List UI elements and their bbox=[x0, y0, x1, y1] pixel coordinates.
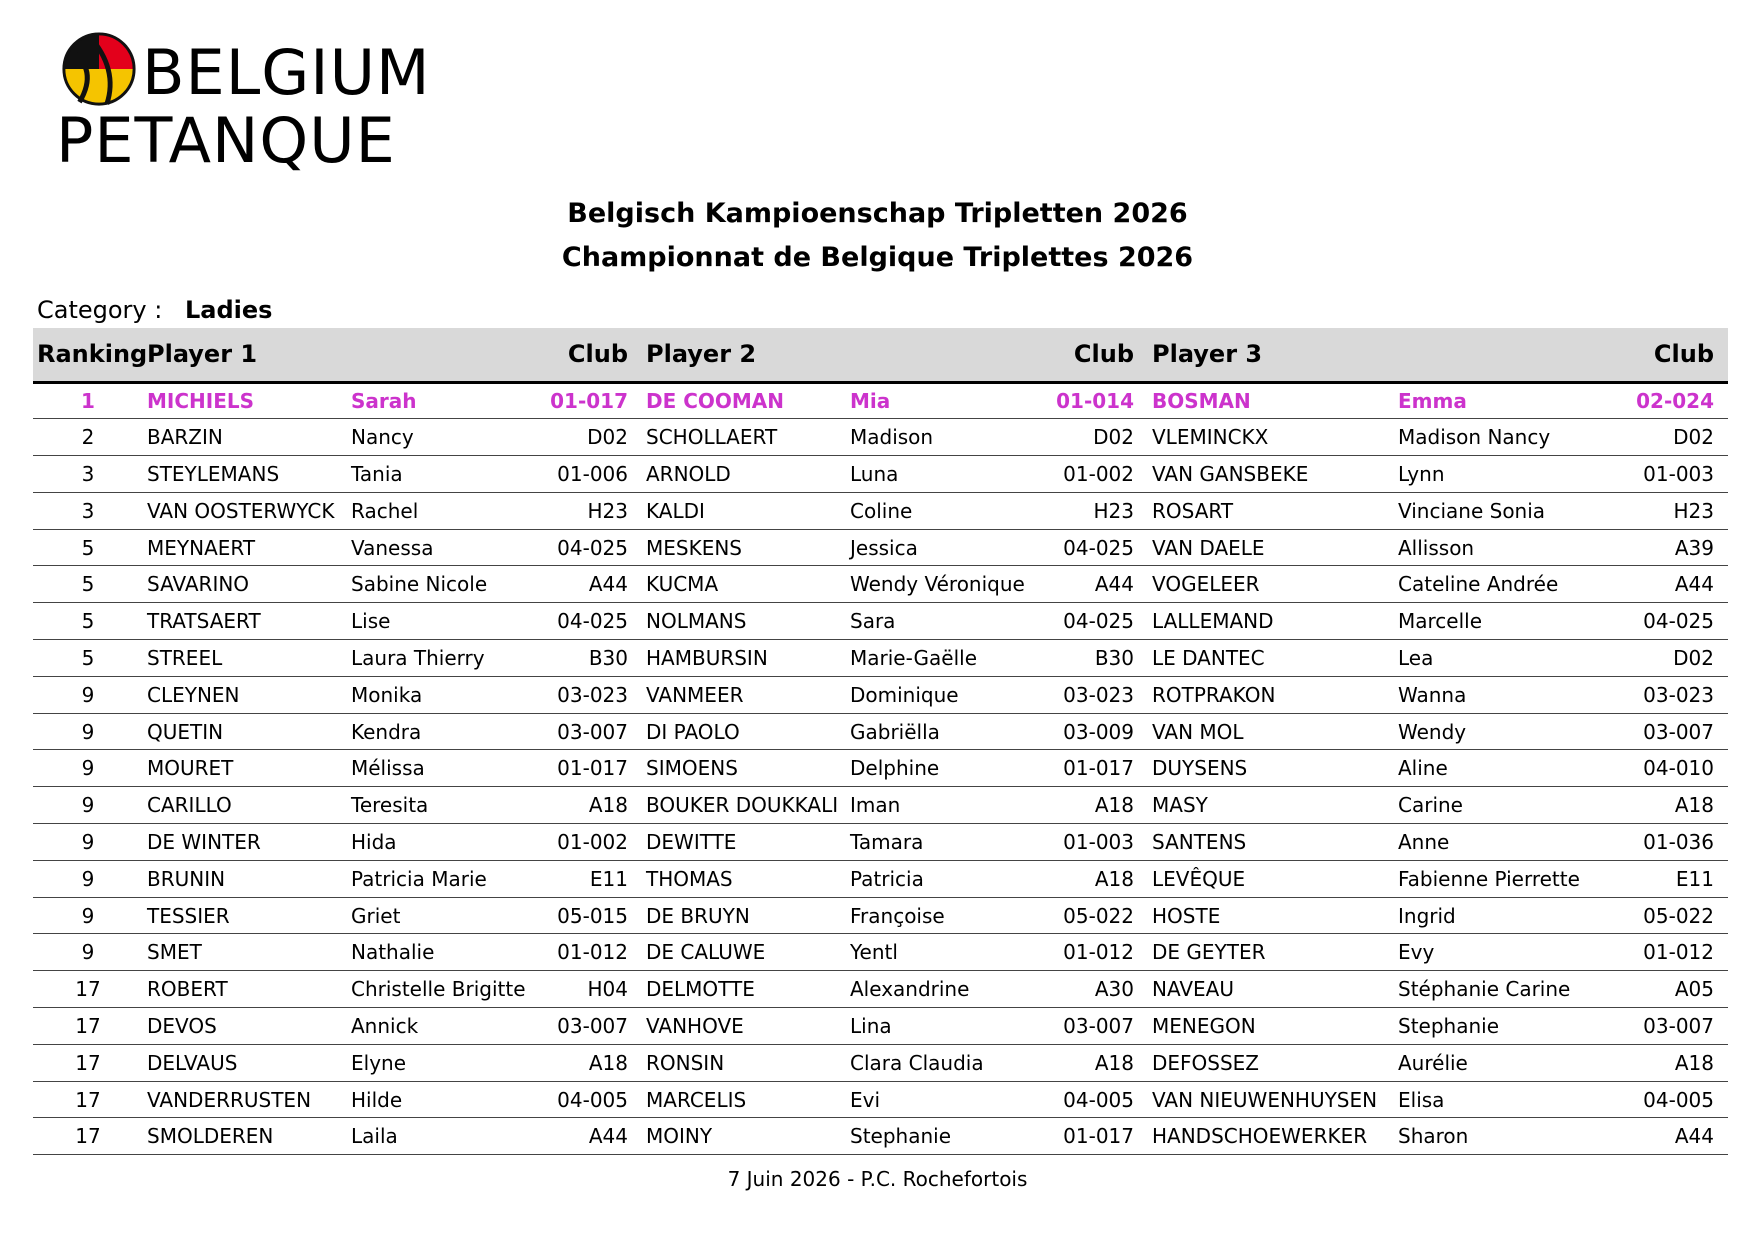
cell-player3-firstname: Cateline Andrée bbox=[1394, 566, 1584, 603]
cell-player2-firstname: Patricia bbox=[846, 860, 1034, 897]
cell-player3-lastname: DEFOSSEZ bbox=[1148, 1044, 1394, 1081]
cell-player2-club: D02 bbox=[1034, 419, 1148, 456]
cell-player2-lastname: THOMAS bbox=[642, 860, 846, 897]
cell-player3-firstname: Stephanie bbox=[1394, 1008, 1584, 1045]
cell-player3-firstname: Wendy bbox=[1394, 713, 1584, 750]
cell-player2-firstname: Dominique bbox=[846, 676, 1034, 713]
cell-player2-lastname: SIMOENS bbox=[642, 750, 846, 787]
cell-player3-club: D02 bbox=[1584, 419, 1728, 456]
cell-player2-club: 04-025 bbox=[1034, 529, 1148, 566]
table-row bbox=[33, 824, 1728, 861]
cell-player1-firstname: Nathalie bbox=[347, 934, 535, 971]
cell-player1-firstname: Vanessa bbox=[347, 529, 535, 566]
table-row bbox=[33, 382, 1728, 419]
cell-player2-club: B30 bbox=[1034, 640, 1148, 677]
cell-player3-firstname: Stéphanie Carine bbox=[1394, 971, 1584, 1008]
table-row bbox=[33, 419, 1728, 456]
cell-player3-lastname: DE GEYTER bbox=[1148, 934, 1394, 971]
cell-player2-club: 03-007 bbox=[1034, 1008, 1148, 1045]
logo-text-petanque: PETANQUE bbox=[56, 104, 396, 177]
cell-player3-firstname: Sharon bbox=[1394, 1118, 1584, 1155]
cell-player2-lastname: HAMBURSIN bbox=[642, 640, 846, 677]
cell-rank: 5 bbox=[33, 566, 143, 603]
cell-player3-club: A18 bbox=[1584, 1044, 1728, 1081]
cell-player1-lastname: MICHIELS bbox=[143, 382, 347, 419]
cell-player1-club: A18 bbox=[535, 787, 642, 824]
cell-rank: 3 bbox=[33, 492, 143, 529]
cell-player1-firstname: Sarah bbox=[347, 382, 535, 419]
cell-player2-club: 01-002 bbox=[1034, 456, 1148, 493]
cell-player3-lastname: ROTPRAKON bbox=[1148, 676, 1394, 713]
cell-player3-lastname: SANTENS bbox=[1148, 824, 1394, 861]
cell-player1-firstname: Hilde bbox=[347, 1081, 535, 1118]
cell-player1-club: 03-007 bbox=[535, 713, 642, 750]
cell-player1-club: H04 bbox=[535, 971, 642, 1008]
cell-player3-lastname: MENEGON bbox=[1148, 1008, 1394, 1045]
cell-player1-lastname: STEYLEMANS bbox=[143, 456, 347, 493]
cell-player2-club: 01-017 bbox=[1034, 750, 1148, 787]
cell-player3-firstname: Wanna bbox=[1394, 676, 1584, 713]
ranking-table bbox=[33, 328, 1728, 1155]
cell-player2-club: 05-022 bbox=[1034, 897, 1148, 934]
cell-rank: 1 bbox=[33, 382, 143, 419]
cell-player1-firstname: Mélissa bbox=[347, 750, 535, 787]
cell-player2-lastname: MOINY bbox=[642, 1118, 846, 1155]
cell-player1-lastname: MOURET bbox=[143, 750, 347, 787]
cell-player2-firstname: Lina bbox=[846, 1008, 1034, 1045]
cell-player3-lastname: ROSART bbox=[1148, 492, 1394, 529]
cell-player3-lastname: LE DANTEC bbox=[1148, 640, 1394, 677]
cell-player3-club: A44 bbox=[1584, 566, 1728, 603]
cell-player1-club: 04-005 bbox=[535, 1081, 642, 1118]
petanque-ball-icon bbox=[60, 30, 138, 108]
cell-player2-club: 01-014 bbox=[1034, 382, 1148, 419]
cell-player3-firstname: Fabienne Pierrette bbox=[1394, 860, 1584, 897]
cell-player3-club: 04-010 bbox=[1584, 750, 1728, 787]
cell-player3-firstname: Lynn bbox=[1394, 456, 1584, 493]
cell-rank: 3 bbox=[33, 456, 143, 493]
cell-player3-lastname: NAVEAU bbox=[1148, 971, 1394, 1008]
cell-player3-club: 02-024 bbox=[1584, 382, 1728, 419]
cell-player1-lastname: CLEYNEN bbox=[143, 676, 347, 713]
cell-player1-firstname: Griet bbox=[347, 897, 535, 934]
cell-player2-firstname: Françoise bbox=[846, 897, 1034, 934]
cell-player2-firstname: Clara Claudia bbox=[846, 1044, 1034, 1081]
cell-player1-lastname: VAN OOSTERWYCK bbox=[143, 492, 347, 529]
cell-player1-club: 01-017 bbox=[535, 382, 642, 419]
cell-rank: 17 bbox=[33, 1008, 143, 1045]
cell-rank: 17 bbox=[33, 1081, 143, 1118]
table-row bbox=[33, 456, 1728, 493]
cell-player2-firstname: Madison bbox=[846, 419, 1034, 456]
cell-rank: 5 bbox=[33, 640, 143, 677]
cell-player1-club: A44 bbox=[535, 1118, 642, 1155]
table-row bbox=[33, 492, 1728, 529]
cell-player3-lastname: LALLEMAND bbox=[1148, 603, 1394, 640]
cell-player1-firstname: Tania bbox=[347, 456, 535, 493]
cell-player3-lastname: HOSTE bbox=[1148, 897, 1394, 934]
title-dutch: Belgisch Kampioenschap Tripletten 2026 bbox=[567, 198, 1188, 229]
cell-player2-club: H23 bbox=[1034, 492, 1148, 529]
cell-player3-firstname: Allisson bbox=[1394, 529, 1584, 566]
cell-player2-firstname: Tamara bbox=[846, 824, 1034, 861]
cell-player2-lastname: ARNOLD bbox=[642, 456, 846, 493]
cell-player1-firstname: Elyne bbox=[347, 1044, 535, 1081]
cell-player3-club: E11 bbox=[1584, 860, 1728, 897]
cell-player1-firstname: Laila bbox=[347, 1118, 535, 1155]
cell-player2-club: A30 bbox=[1034, 971, 1148, 1008]
header-club-2: Club bbox=[1034, 328, 1148, 382]
footer-event-info: 7 Juin 2026 - P.C. Rochefortois bbox=[727, 1167, 1028, 1191]
table-row bbox=[33, 603, 1728, 640]
category-line bbox=[37, 296, 272, 324]
cell-player1-club: 01-012 bbox=[535, 934, 642, 971]
cell-player1-lastname: SMOLDEREN bbox=[143, 1118, 347, 1155]
cell-player1-lastname: VANDERRUSTEN bbox=[143, 1081, 347, 1118]
cell-player3-firstname: Elisa bbox=[1394, 1081, 1584, 1118]
cell-player2-club: 03-023 bbox=[1034, 676, 1148, 713]
cell-player3-lastname: HANDSCHOEWERKER bbox=[1148, 1118, 1394, 1155]
cell-player3-club: 04-005 bbox=[1584, 1081, 1728, 1118]
cell-player1-lastname: SMET bbox=[143, 934, 347, 971]
cell-player2-lastname: KUCMA bbox=[642, 566, 846, 603]
cell-rank: 9 bbox=[33, 934, 143, 971]
cell-player2-firstname: Yentl bbox=[846, 934, 1034, 971]
cell-player1-firstname: Lise bbox=[347, 603, 535, 640]
cell-player2-firstname: Sara bbox=[846, 603, 1034, 640]
cell-player1-club: H23 bbox=[535, 492, 642, 529]
cell-player2-lastname: BOUKER DOUKKALI bbox=[642, 787, 846, 824]
cell-player3-club: 03-007 bbox=[1584, 1008, 1728, 1045]
cell-rank: 9 bbox=[33, 897, 143, 934]
cell-player2-firstname: Luna bbox=[846, 456, 1034, 493]
table-row bbox=[33, 1118, 1728, 1155]
cell-player2-lastname: DEWITTE bbox=[642, 824, 846, 861]
table-row bbox=[33, 566, 1728, 603]
table-row bbox=[33, 971, 1728, 1008]
cell-rank: 9 bbox=[33, 860, 143, 897]
cell-player1-firstname: Christelle Brigitte bbox=[347, 971, 535, 1008]
header-player-3: Player 3 bbox=[1148, 328, 1584, 382]
cell-player3-club: 05-022 bbox=[1584, 897, 1728, 934]
cell-player1-lastname: QUETIN bbox=[143, 713, 347, 750]
cell-player1-club: 03-023 bbox=[535, 676, 642, 713]
cell-player3-lastname: LEVÊQUE bbox=[1148, 860, 1394, 897]
cell-rank: 5 bbox=[33, 603, 143, 640]
cell-rank: 9 bbox=[33, 676, 143, 713]
cell-player1-club: 01-017 bbox=[535, 750, 642, 787]
cell-player3-lastname: BOSMAN bbox=[1148, 382, 1394, 419]
cell-player1-lastname: BARZIN bbox=[143, 419, 347, 456]
header-club-1: Club bbox=[535, 328, 642, 382]
cell-rank: 9 bbox=[33, 713, 143, 750]
cell-rank: 9 bbox=[33, 824, 143, 861]
cell-player2-firstname: Iman bbox=[846, 787, 1034, 824]
cell-player2-club: A44 bbox=[1034, 566, 1148, 603]
cell-player2-firstname: Gabriëlla bbox=[846, 713, 1034, 750]
cell-player1-firstname: Sabine Nicole bbox=[347, 566, 535, 603]
table-row bbox=[33, 640, 1728, 677]
logo-text-belgium: BELGIUM bbox=[142, 36, 431, 109]
cell-player2-firstname: Alexandrine bbox=[846, 971, 1034, 1008]
cell-player2-firstname: Jessica bbox=[846, 529, 1034, 566]
cell-player3-lastname: VAN GANSBEKE bbox=[1148, 456, 1394, 493]
cell-player2-lastname: DE CALUWE bbox=[642, 934, 846, 971]
category-value: Ladies bbox=[185, 296, 273, 324]
cell-player1-club: 03-007 bbox=[535, 1008, 642, 1045]
cell-player1-firstname: Kendra bbox=[347, 713, 535, 750]
cell-player1-lastname: BRUNIN bbox=[143, 860, 347, 897]
cell-player3-club: 03-007 bbox=[1584, 713, 1728, 750]
cell-rank: 9 bbox=[33, 787, 143, 824]
cell-player2-lastname: MESKENS bbox=[642, 529, 846, 566]
cell-rank: 5 bbox=[33, 529, 143, 566]
cell-player1-lastname: DEVOS bbox=[143, 1008, 347, 1045]
cell-player3-club: 01-012 bbox=[1584, 934, 1728, 971]
cell-player3-firstname: Carine bbox=[1394, 787, 1584, 824]
cell-player1-lastname: DE WINTER bbox=[143, 824, 347, 861]
table-row bbox=[33, 1008, 1728, 1045]
cell-player3-club: 01-036 bbox=[1584, 824, 1728, 861]
cell-player2-firstname: Mia bbox=[846, 382, 1034, 419]
table-row bbox=[33, 713, 1728, 750]
cell-player3-lastname: VAN NIEUWENHUYSEN bbox=[1148, 1081, 1394, 1118]
cell-player1-firstname: Teresita bbox=[347, 787, 535, 824]
cell-player2-firstname: Evi bbox=[846, 1081, 1034, 1118]
cell-player2-lastname: DE BRUYN bbox=[642, 897, 846, 934]
cell-player1-lastname: TRATSAERT bbox=[143, 603, 347, 640]
cell-player3-club: A18 bbox=[1584, 787, 1728, 824]
cell-player1-lastname: CARILLO bbox=[143, 787, 347, 824]
cell-player2-lastname: NOLMANS bbox=[642, 603, 846, 640]
category-label: Category : bbox=[37, 296, 163, 324]
cell-player2-lastname: VANMEER bbox=[642, 676, 846, 713]
cell-player1-club: D02 bbox=[535, 419, 642, 456]
cell-player3-club: 03-023 bbox=[1584, 676, 1728, 713]
cell-player3-firstname: Ingrid bbox=[1394, 897, 1584, 934]
cell-player2-club: 04-005 bbox=[1034, 1081, 1148, 1118]
cell-player1-lastname: MEYNAERT bbox=[143, 529, 347, 566]
table-row bbox=[33, 529, 1728, 566]
cell-player1-firstname: Patricia Marie bbox=[347, 860, 535, 897]
cell-rank: 17 bbox=[33, 971, 143, 1008]
cell-player2-lastname: SCHOLLAERT bbox=[642, 419, 846, 456]
table-row bbox=[33, 1081, 1728, 1118]
cell-player3-firstname: Anne bbox=[1394, 824, 1584, 861]
header-ranking: Ranking bbox=[33, 328, 143, 382]
cell-player3-club: 04-025 bbox=[1584, 603, 1728, 640]
cell-player3-club: A44 bbox=[1584, 1118, 1728, 1155]
cell-player1-club: B30 bbox=[535, 640, 642, 677]
cell-player2-club: 01-017 bbox=[1034, 1118, 1148, 1155]
cell-player2-firstname: Stephanie bbox=[846, 1118, 1034, 1155]
cell-player3-lastname: VAN DAELE bbox=[1148, 529, 1394, 566]
cell-player3-firstname: Madison Nancy bbox=[1394, 419, 1584, 456]
cell-player1-club: 04-025 bbox=[535, 603, 642, 640]
cell-player3-lastname: VAN MOL bbox=[1148, 713, 1394, 750]
cell-player1-club: A44 bbox=[535, 566, 642, 603]
cell-player1-club: 04-025 bbox=[535, 529, 642, 566]
cell-player3-lastname: DUYSENS bbox=[1148, 750, 1394, 787]
cell-player3-firstname: Vinciane Sonia bbox=[1394, 492, 1584, 529]
cell-player3-club: D02 bbox=[1584, 640, 1728, 677]
cell-player1-firstname: Hida bbox=[347, 824, 535, 861]
table-row bbox=[33, 934, 1728, 971]
cell-player3-firstname: Lea bbox=[1394, 640, 1584, 677]
table-row bbox=[33, 787, 1728, 824]
cell-player1-firstname: Nancy bbox=[347, 419, 535, 456]
cell-player1-lastname: TESSIER bbox=[143, 897, 347, 934]
cell-player3-club: A05 bbox=[1584, 971, 1728, 1008]
cell-player1-lastname: STREEL bbox=[143, 640, 347, 677]
cell-player2-club: A18 bbox=[1034, 1044, 1148, 1081]
cell-player3-firstname: Aline bbox=[1394, 750, 1584, 787]
cell-player2-lastname: KALDI bbox=[642, 492, 846, 529]
cell-player2-lastname: DI PAOLO bbox=[642, 713, 846, 750]
cell-player3-firstname: Emma bbox=[1394, 382, 1584, 419]
cell-player3-club: 01-003 bbox=[1584, 456, 1728, 493]
cell-player2-club: 01-003 bbox=[1034, 824, 1148, 861]
table-header-row bbox=[33, 328, 1728, 382]
cell-player2-firstname: Delphine bbox=[846, 750, 1034, 787]
cell-player2-lastname: MARCELIS bbox=[642, 1081, 846, 1118]
cell-player2-firstname: Marie-Gaëlle bbox=[846, 640, 1034, 677]
table-row bbox=[33, 750, 1728, 787]
cell-player3-firstname: Marcelle bbox=[1394, 603, 1584, 640]
cell-player2-lastname: DELMOTTE bbox=[642, 971, 846, 1008]
cell-player2-club: 04-025 bbox=[1034, 603, 1148, 640]
cell-player1-club: A18 bbox=[535, 1044, 642, 1081]
cell-player1-firstname: Annick bbox=[347, 1008, 535, 1045]
cell-player2-club: 01-012 bbox=[1034, 934, 1148, 971]
table-body bbox=[33, 382, 1728, 1155]
title-french: Championnat de Belgique Triplettes 2026 bbox=[561, 242, 1194, 273]
table-row bbox=[33, 676, 1728, 713]
cell-player2-firstname: Wendy Véronique bbox=[846, 566, 1034, 603]
cell-player2-club: A18 bbox=[1034, 787, 1148, 824]
cell-player2-club: 03-009 bbox=[1034, 713, 1148, 750]
cell-player2-lastname: RONSIN bbox=[642, 1044, 846, 1081]
cell-player1-firstname: Monika bbox=[347, 676, 535, 713]
cell-player2-lastname: DE COOMAN bbox=[642, 382, 846, 419]
cell-player1-lastname: DELVAUS bbox=[143, 1044, 347, 1081]
cell-rank: 9 bbox=[33, 750, 143, 787]
header-player-2: Player 2 bbox=[642, 328, 1034, 382]
cell-player1-firstname: Laura Thierry bbox=[347, 640, 535, 677]
cell-player3-lastname: VLEMINCKX bbox=[1148, 419, 1394, 456]
cell-rank: 17 bbox=[33, 1118, 143, 1155]
cell-player3-firstname: Evy bbox=[1394, 934, 1584, 971]
cell-player1-firstname: Rachel bbox=[347, 492, 535, 529]
table-row bbox=[33, 897, 1728, 934]
header-club-3: Club bbox=[1584, 328, 1728, 382]
cell-player3-club: A39 bbox=[1584, 529, 1728, 566]
cell-player1-club: 01-006 bbox=[535, 456, 642, 493]
cell-player1-club: E11 bbox=[535, 860, 642, 897]
cell-rank: 17 bbox=[33, 1044, 143, 1081]
header-player-1: Player 1 bbox=[143, 328, 535, 382]
cell-player3-firstname: Aurélie bbox=[1394, 1044, 1584, 1081]
cell-player2-firstname: Coline bbox=[846, 492, 1034, 529]
cell-player1-club: 05-015 bbox=[535, 897, 642, 934]
cell-player2-lastname: VANHOVE bbox=[642, 1008, 846, 1045]
cell-player3-club: H23 bbox=[1584, 492, 1728, 529]
table-row bbox=[33, 1044, 1728, 1081]
cell-player1-club: 01-002 bbox=[535, 824, 642, 861]
cell-player3-lastname: MASY bbox=[1148, 787, 1394, 824]
cell-rank: 2 bbox=[33, 419, 143, 456]
cell-player3-lastname: VOGELEER bbox=[1148, 566, 1394, 603]
table-row bbox=[33, 860, 1728, 897]
belgium-petanque-logo bbox=[56, 26, 431, 177]
cell-player1-lastname: SAVARINO bbox=[143, 566, 347, 603]
cell-player1-lastname: ROBERT bbox=[143, 971, 347, 1008]
cell-player2-club: A18 bbox=[1034, 860, 1148, 897]
